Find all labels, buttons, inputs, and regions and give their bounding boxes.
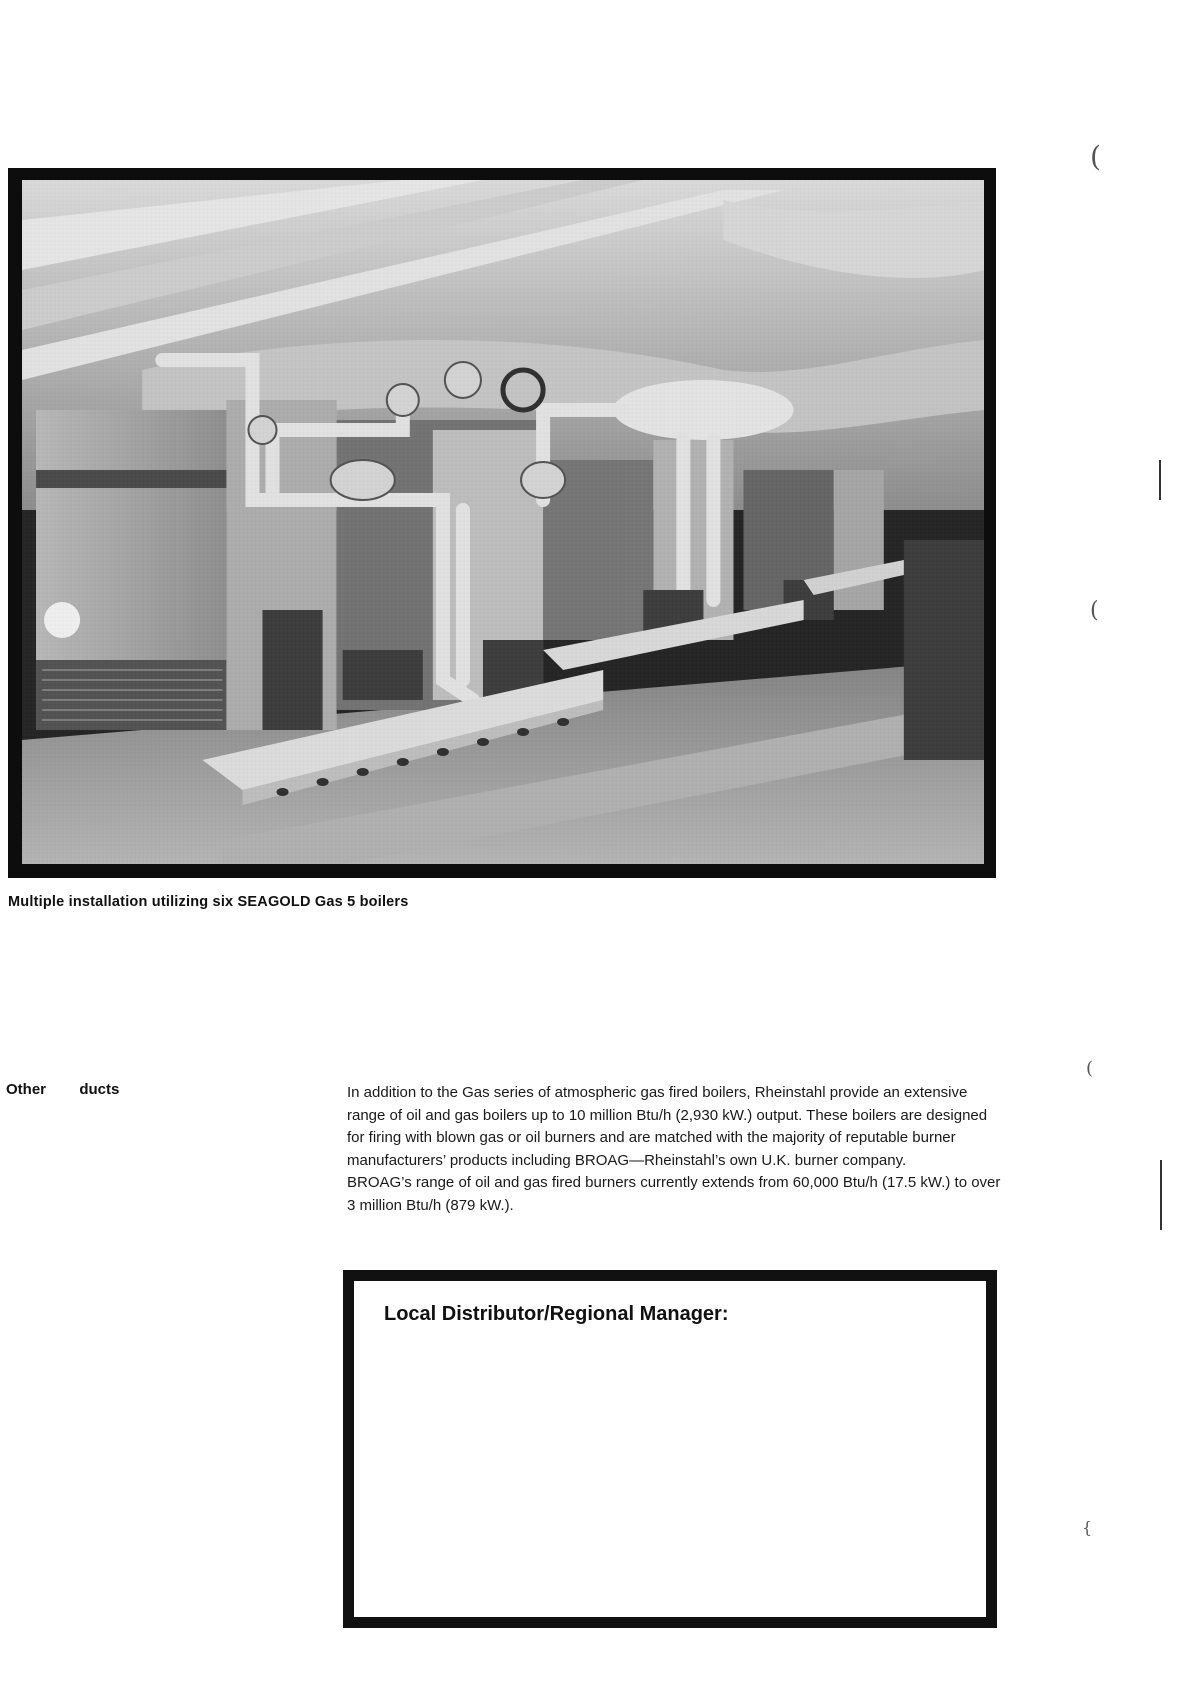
scan-line xyxy=(1160,1160,1162,1230)
distributor-stamp-box xyxy=(343,1270,997,1628)
scan-mark: ( xyxy=(1086,1058,1094,1079)
scan-mark: ( xyxy=(1090,140,1101,173)
scan-mark: ( xyxy=(1090,598,1099,623)
photo-caption: Multiple installation utilizing six SEAGOLD Gas 5 boilers xyxy=(8,894,409,910)
body-paragraph: BROAG’s range of oil and gas fired burners currently extends from 60,000 Btu/h (17.5 kW.) to over 3 million Btu/h (879 kW.). xyxy=(347,1174,1001,1214)
scan-line xyxy=(1159,460,1161,500)
distributor-title: Local Distributor/Regional Manager: xyxy=(384,1303,729,1325)
boiler-room-illustration xyxy=(22,180,984,864)
section-body xyxy=(347,1082,1007,1217)
boiler-installation-photo xyxy=(8,168,996,878)
scan-mark: { xyxy=(1082,1518,1093,1537)
section-heading: Other ducts xyxy=(6,1081,120,1098)
body-paragraph: In addition to the Gas series of atmospheric gas fired boilers, Rheinstahl provide an extensive range of oil and gas boilers up to 10 million Btu/h (2,930 kW.) output. These boilers are designed for firing with blown gas or oil burners and are matched with the majority of reputable burner manufacturers’ products including BROAG—Rheinstahl’s own U.K. burner company. xyxy=(347,1084,988,1169)
